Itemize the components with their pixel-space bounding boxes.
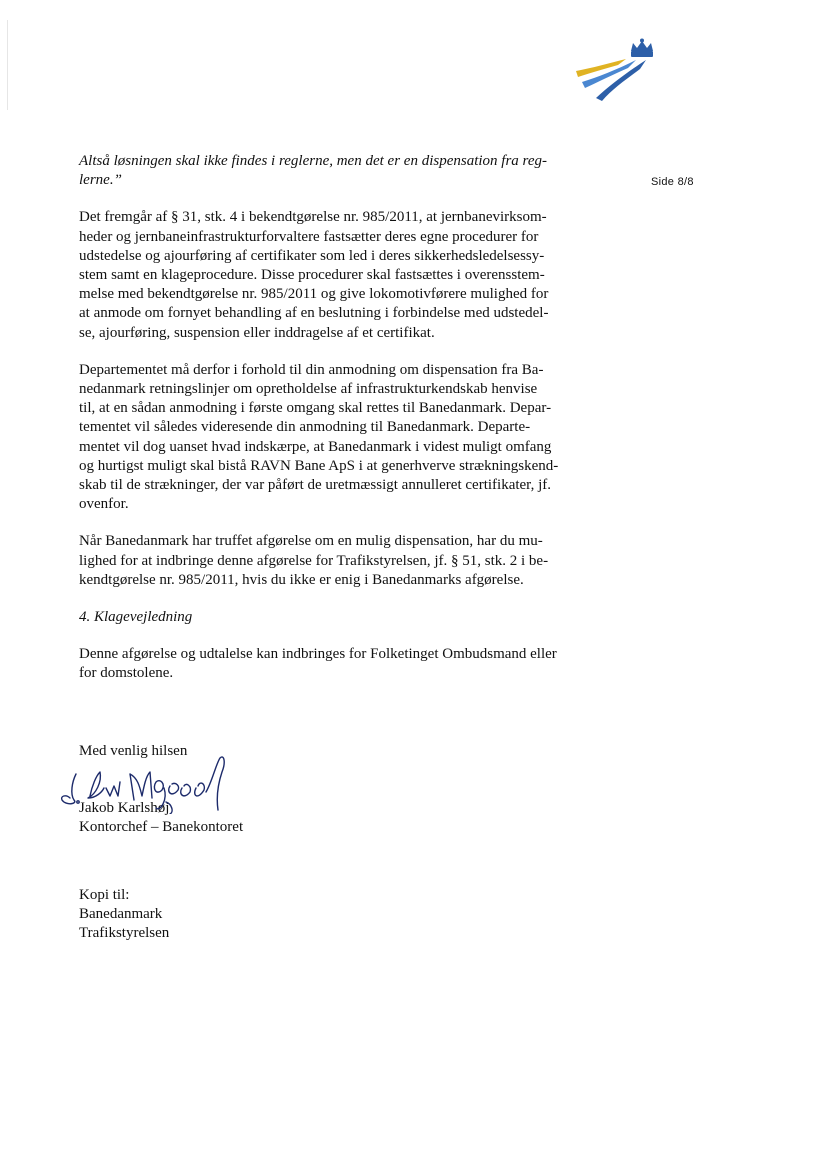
- text-line: udstedelse og ajourføring af certifikater som led i deres sikkerhedsledelsessy-: [79, 247, 545, 264]
- handwritten-signature-icon: [56, 752, 232, 814]
- text-line: at anmode om fornyet behandling af en beslutning i forbindelse med udstedel-: [79, 305, 549, 322]
- text-line: til, at en sådan anmodning i første omgang skal rettes til Banedanmark. Depar-: [79, 400, 552, 417]
- heading-text: 4. Klagevejledning: [79, 609, 193, 626]
- text-line: tementet vil således videresende din anmodning til Banedanmark. Departe-: [79, 419, 531, 436]
- text-line: lerne.”: [79, 172, 122, 189]
- text-line: Departementet må derfor i forhold til din anmodning om dispensation fra Ba-: [79, 361, 544, 378]
- copy-block: [79, 886, 169, 944]
- crown-road-logo-icon: [570, 38, 662, 104]
- copy-label: Kopi til:: [79, 887, 130, 903]
- page-number: Side 8/8: [651, 176, 694, 188]
- text-line: og hurtigst muligt skal bistå RAVN Bane ApS i at generhverve strækningskend-: [79, 457, 559, 474]
- signer-title: Kontorchef – Banekontoret: [79, 819, 244, 836]
- letter-body: [79, 152, 599, 702]
- paragraph-procedures: [79, 208, 599, 342]
- copy-recipient: Trafikstyrelsen: [79, 925, 170, 942]
- quote-paragraph: [79, 152, 599, 190]
- text-line: stem samt en klageprocedure. Disse procedurer skal fastsættes i overensstem-: [79, 267, 545, 284]
- signer-name: Jakob Karlshøj: [79, 800, 170, 817]
- text-line: mentet vil dog uanset hvad indskærpe, at Banedanmark i videst muligt omfang: [79, 438, 552, 455]
- text-line: for domstolene.: [79, 665, 174, 682]
- text-line: ovenfor.: [79, 496, 129, 513]
- greeting: Med venlig hilsen: [79, 743, 188, 759]
- text-line: se, ajourføring, suspension eller inddragelse af et certifikat.: [79, 324, 435, 341]
- text-line: heder og jernbaneinfrastrukturforvaltere fastsætter deres egne procedurer for: [79, 228, 539, 245]
- section-heading: [79, 608, 599, 627]
- paragraph-complaint-guidance: [79, 645, 599, 683]
- text-line: Altså løsningen skal ikke findes i reglerne, men det er en dispensation fra reg-: [79, 153, 547, 169]
- text-line: melse med bekendtgørelse nr. 985/2011 og give lokomotivførere mulighed for: [79, 286, 549, 303]
- text-line: Når Banedanmark har truffet afgørelse om en mulig dispensation, har du mu-: [79, 533, 543, 550]
- text-line: skab til de strækninger, der var påført de uretmæssigt annulleret certifikater, jf.: [79, 477, 551, 494]
- text-line: Det fremgår af § 31, stk. 4 i bekendtgørelse nr. 985/2011, at jernbanevirksom-: [79, 209, 547, 226]
- copy-recipient: Banedanmark: [79, 906, 163, 923]
- text-line: nedanmark retningslinjer om opretholdelse af infrastrukturkendskab henvise: [79, 381, 538, 398]
- text-line: lighed for at indbringe denne afgørelse for Trafikstyrelsen, jf. § 51, stk. 2 i be-: [79, 552, 549, 569]
- paragraph-department: [79, 361, 599, 515]
- text-line: Denne afgørelse og udtalelse kan indbringes for Folketinget Ombudsmand eller: [79, 646, 557, 663]
- scan-edge-line: [7, 20, 8, 110]
- paragraph-appeal-option: [79, 532, 599, 590]
- text-line: kendtgørelse nr. 985/2011, hvis du ikke er enig i Banedanmarks afgørelse.: [79, 571, 524, 588]
